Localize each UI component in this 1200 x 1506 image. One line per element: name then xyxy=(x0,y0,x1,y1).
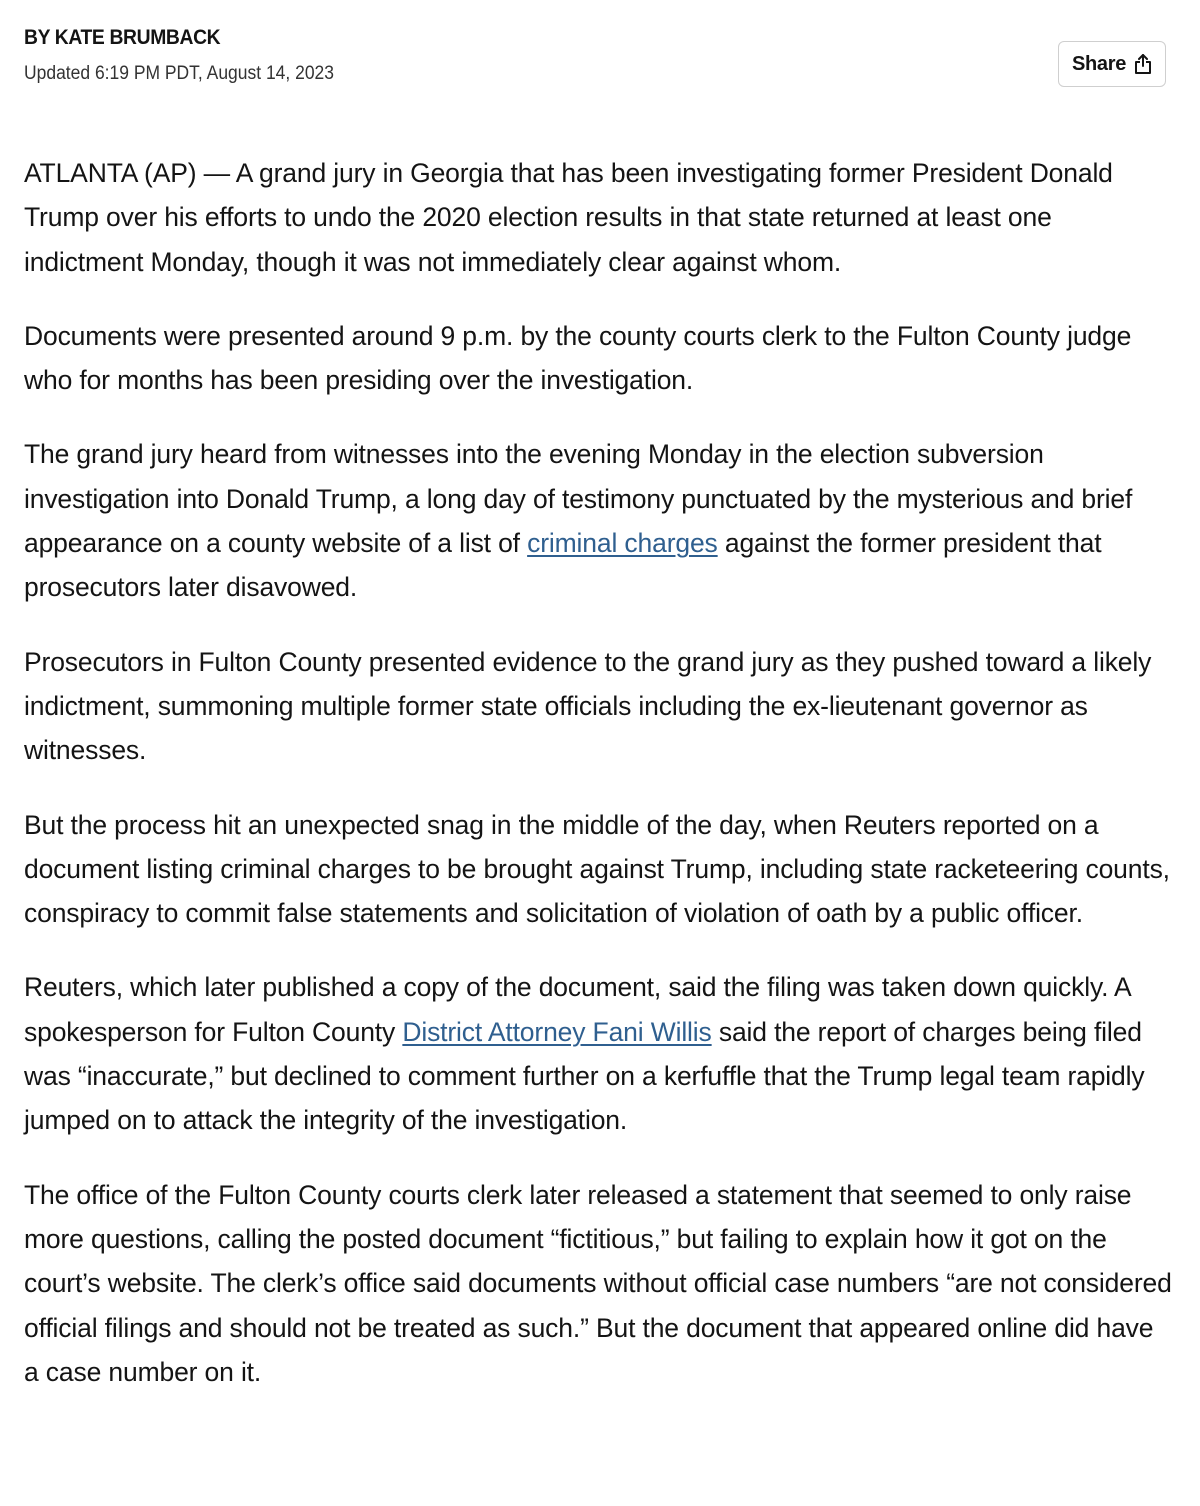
paragraph-6-text-start: Reuters, which later published a copy of the document, said the filing was taken down quickly. A spokesperson for Fulton County xyxy=(24,972,1131,1047)
district-attorney-link[interactable]: District Attorney Fani Willis xyxy=(402,1016,712,1047)
paragraph-1: ATLANTA (AP) — A grand jury in Georgia that has been investigating former President Donald Trump over his efforts to undo the 2020 election results in that state returned at least one indictment Monday, though it was not immediately clear against whom. xyxy=(24,158,1113,277)
paragraph-4: Prosecutors in Fulton County presented evidence to the grand jury as they pushed toward a likely indictment, summoning multiple former state officials including the ex-lieutenant governor as witnesses. xyxy=(24,646,1152,766)
paragraph-2: Documents were presented around 9 p.m. by the county courts clerk to the Fulton County judge who for months has been presiding over the investigation. xyxy=(24,320,1132,396)
share-icon xyxy=(1134,54,1152,74)
updated-timestamp: Updated 6:19 PM PDT, August 14, 2023 xyxy=(24,63,334,84)
paragraph-3-text-start: The grand jury heard from witnesses into the evening Monday in the election subversion investigation into Donald Trump, a long day of testimony punctuated by the mysterious and brief appearance on a county website of a list of xyxy=(24,439,1133,559)
article-body xyxy=(24,151,1174,1424)
article-header xyxy=(24,24,1166,94)
paragraph-6-text-end: said the report of charges being filed was “inaccurate,” but declined to comment further on a kerfuffle that the Trump legal team rapidly jumped on to attack the integrity of the investigation. xyxy=(24,1016,1145,1136)
paragraph-3 xyxy=(24,432,1174,609)
criminal-charges-link[interactable]: criminal charges xyxy=(527,528,718,559)
share-button[interactable] xyxy=(1058,41,1166,87)
paragraph-6 xyxy=(24,965,1174,1142)
paragraph-5: But the process hit an unexpected snag in the middle of the day, when Reuters reported on a document listing criminal charges to be brought against Trump, including state racketeering counts, conspiracy to commit false statements and solicitation of violation of oath by a public officer. xyxy=(24,809,1170,929)
share-button-label: Share xyxy=(1071,52,1127,75)
paragraph-7: The office of the Fulton County courts clerk later released a statement that seemed to only raise more questions, calling the posted document “fictitious,” but failing to explain how it got on the court’s website. The clerk’s office said documents without official case numbers “are not considered official filings and should not be treated as such.” But the document that appeared online did have a case number on it. xyxy=(24,1179,1172,1387)
paragraph-3-text-end: against the former president that prosecutors later disavowed. xyxy=(24,528,1102,603)
byline: BY KATE BRUMBACK xyxy=(24,26,221,49)
